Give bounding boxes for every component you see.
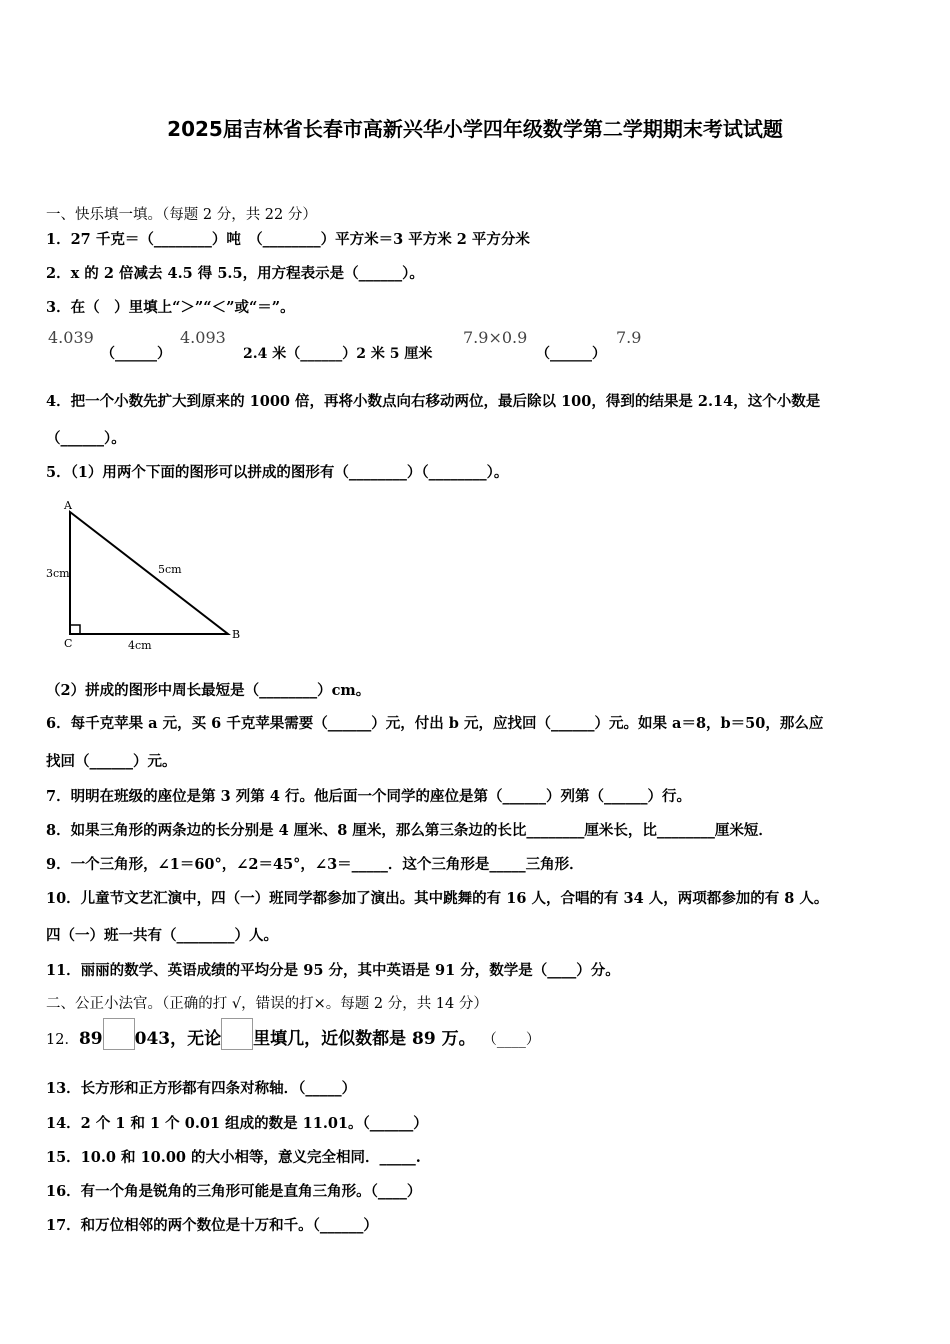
question-7: 7．明明在班级的座位是第 3 列第 4 行。他后面一个同学的座位是第（______）列第（______）行。 — [46, 788, 691, 805]
right-angle-mark — [70, 625, 80, 634]
question-2: 2．x 的 2 倍减去 4.5 得 5.5，用方程表示是（______）。 — [46, 265, 424, 282]
question-1: 1．27 千克＝（________）吨 （________）平方米＝3 平方米 2 平方分米 — [46, 231, 530, 248]
q3-c-blank: （______） — [536, 346, 606, 362]
question-10-line-1: 10．儿童节文艺汇演中，四（一）班同学都参加了演出。其中跳舞的有 16 人，合唱的有 34 人，两项都参加的有 8 人。 — [46, 890, 829, 907]
q3-a-blank: （______） — [101, 346, 171, 362]
digit-box — [221, 1018, 253, 1050]
section-1-heading: 一、快乐填一填。（每题 2 分，共 22 分） — [46, 207, 317, 223]
question-4-line-1: 4．把一个小数先扩大到原来的 1000 倍，再将小数点向右移动两位，最后除以 100，得到的结果是 2.14，这个小数是 — [46, 393, 821, 410]
question-12 — [46, 1018, 540, 1050]
q3-a-left: 4.039 — [48, 328, 94, 347]
q3-c-right: 7.9 — [616, 328, 642, 347]
right-triangle-figure — [40, 495, 260, 655]
question-17: 17．和万位相邻的两个数位是十万和千。（______） — [46, 1217, 378, 1234]
side-ac-label: 3cm — [46, 567, 70, 580]
digit-box — [103, 1018, 135, 1050]
q3-b: 2.4 米（______）2 米 5 厘米 — [243, 346, 433, 362]
question-14: 14．2 个 1 和 1 个 0.01 组成的数是 11.01。（______） — [46, 1115, 428, 1132]
q3-a-right: 4.093 — [180, 328, 226, 347]
vertex-b-label: B — [232, 628, 241, 641]
question-4-line-2: （______）。 — [46, 430, 126, 447]
question-5-part-1: 5．（1）用两个下面的图形可以拼成的图形有（________）（________）。 — [46, 464, 509, 481]
page-title: 2025届吉林省长春市高新兴华小学四年级数学第二学期期末考试试题 — [167, 117, 783, 141]
q3-c-left: 7.9×0.9 — [463, 328, 528, 347]
question-15: 15．10.0 和 10.00 的大小相等，意义完全相同．_____. — [46, 1149, 421, 1166]
question-16: 16．有一个角是锐角的三角形可能是直角三角形。（____） — [46, 1183, 422, 1200]
side-ab-label: 5cm — [158, 563, 182, 576]
q12-part-2: 043，无论 — [134, 1029, 222, 1049]
question-3: 3．在（ ）里填上“＞”“＜”或“＝”。 — [46, 299, 295, 316]
question-6-line-2: 找回（______）元。 — [46, 753, 177, 770]
question-6-line-1: 6．每千克苹果 a 元，买 6 千克苹果需要（______）元，付出 b 元，应找回（______）元。如果 a＝8，b＝50，那么应 — [46, 715, 824, 732]
question-9: 9．一个三角形，∠1＝60°，∠2＝45°，∠3＝_____．这个三角形是_____三角形． — [46, 856, 584, 873]
vertex-a-label: A — [64, 499, 72, 512]
triangle-shape — [70, 512, 228, 634]
question-11: 11．丽丽的数学、英语成绩的平均分是 95 分，其中英语是 91 分，数学是（____）分。 — [46, 962, 620, 979]
question-13: 13．长方形和正方形都有四条对称轴．（_____） — [46, 1080, 357, 1097]
q12-part-3: 里填几，近似数都是 89 万。 — [253, 1029, 476, 1049]
vertex-c-label: C — [64, 637, 73, 650]
side-cb-label: 4cm — [128, 639, 152, 652]
q12-number: 12． — [46, 1032, 79, 1048]
question-10-line-2: 四（一）班一共有（________）人。 — [46, 927, 278, 944]
section-2-heading: 二、公正小法官。（正确的打 √，错误的打×。每题 2 分，共 14 分） — [46, 996, 488, 1012]
q12-answer-blank: （____） — [489, 1032, 541, 1048]
q12-part-1: 89 — [78, 1029, 103, 1049]
question-8: 8．如果三角形的两条边的长分别是 4 厘米、8 厘米，那么第三条边的长比________厘米长，比________厘米短． — [46, 822, 773, 839]
question-5-part-2: （2）拼成的图形中周长最短是（________）cm。 — [46, 682, 371, 699]
